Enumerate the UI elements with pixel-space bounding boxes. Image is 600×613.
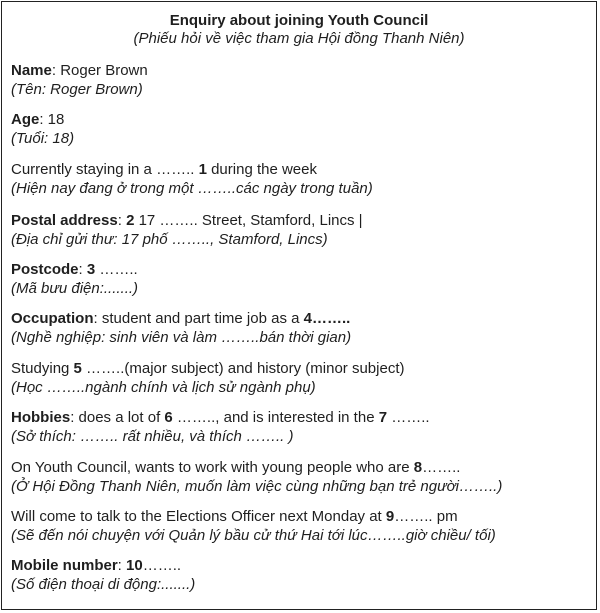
blank-number-2: 2 [126, 212, 135, 229]
document-title: Enquiry about joining Youth Council [169, 12, 429, 29]
studying-field [11, 359, 591, 397]
occupation-label: Occupation [11, 310, 94, 327]
postcode-field [11, 260, 591, 298]
postcode-translation: (Mã bưu điện:.......) [11, 280, 139, 297]
mobile-number-value: …….. [142, 557, 182, 574]
blank-number-7: 7 [378, 409, 388, 426]
name-value: : Roger Brown [51, 62, 148, 79]
hobbies-text: : does a lot of [70, 409, 165, 426]
youth-council-translation: (Ở Hội Đồng Thanh Niên, muốn làm việc cùng những bạn trẻ người……..) [11, 478, 503, 495]
youth-council-text-end: …….. [422, 459, 461, 476]
staying-text: Currently staying in a …….. [11, 161, 199, 178]
studying-translation: (Học ……..ngành chính và lịch sử ngành phụ) [11, 379, 316, 396]
occupation-field [11, 309, 591, 347]
talk-text-end: …….. pm [394, 508, 458, 525]
postcode-value: …….. [95, 261, 138, 278]
hobbies-text-mid: …….., and is interested in the [172, 409, 379, 426]
studying-text-end: ……..(major subject) and history (minor subject) [81, 360, 405, 377]
youth-council-text: On Youth Council, wants to work with young people who are [11, 459, 414, 476]
age-translation: (Tuổi: 18) [11, 130, 75, 147]
document-frame [1, 1, 597, 610]
postal-address-field [11, 211, 591, 249]
postcode-label: Postcode [11, 261, 79, 278]
mobile-number-translation: (Số điện thoại di động:.......) [11, 576, 196, 593]
blank-number-3: 3 [86, 261, 96, 278]
mobile-number-field [11, 556, 591, 594]
blank-number-4: 4…….. [303, 310, 351, 327]
talk-translation: (Sẽ đến nói chuyện với Quản lý bầu cử thứ Hai tới lúc……..giờ chiều/ tối) [11, 527, 496, 544]
blank-number-10: 10 [126, 557, 143, 574]
name-label: Name [11, 62, 52, 79]
blank-number-1: 1 [198, 161, 207, 178]
hobbies-field [11, 408, 591, 446]
youth-council-field [11, 458, 591, 496]
staying-field [11, 160, 591, 198]
blank-number-8: 8 [413, 459, 423, 476]
postcode-colon: : [78, 261, 87, 278]
age-value: : 18 [39, 111, 65, 128]
hobbies-text-end: …….. [387, 409, 430, 426]
hobbies-translation: (Sở thích: …….. rất nhiều, và thích …….. ) [11, 428, 294, 445]
occupation-translation: (Nghề nghiệp: sinh viên và làm ……..bán thời gian) [11, 329, 352, 346]
occupation-text: : student and part time job as a [93, 310, 304, 327]
blank-number-5: 5 [73, 360, 82, 377]
blank-number-9: 9 [385, 508, 395, 525]
document-subtitle: (Phiếu hỏi về việc tham gia Hội đồng Thanh Niên) [133, 30, 465, 47]
hobbies-label: Hobbies [11, 409, 71, 426]
name-translation: (Tên: Roger Brown) [11, 81, 143, 98]
staying-text-end: during the week [206, 161, 317, 178]
mobile-number-label: Mobile number [11, 557, 118, 574]
talk-field [11, 507, 591, 545]
mobile-colon: : [117, 557, 127, 574]
blank-number-6: 6 [164, 409, 173, 426]
name-field [11, 61, 591, 99]
age-field [11, 110, 591, 148]
age-label: Age [11, 111, 40, 128]
studying-text: Studying [11, 360, 74, 377]
postal-address-value: 17 …….. Street, Stamford, Lincs | [134, 212, 363, 229]
postal-address-label: Postal address [11, 212, 118, 229]
talk-text: Will come to talk to the Elections Officer next Monday at [11, 508, 386, 525]
postal-colon: : [117, 212, 127, 229]
staying-translation: (Hiện nay đang ở trong một ……..các ngày trong tuần) [11, 180, 373, 197]
postal-address-translation: (Địa chỉ gửi thư: 17 phố …….., Stamford, Lincs) [11, 231, 328, 248]
